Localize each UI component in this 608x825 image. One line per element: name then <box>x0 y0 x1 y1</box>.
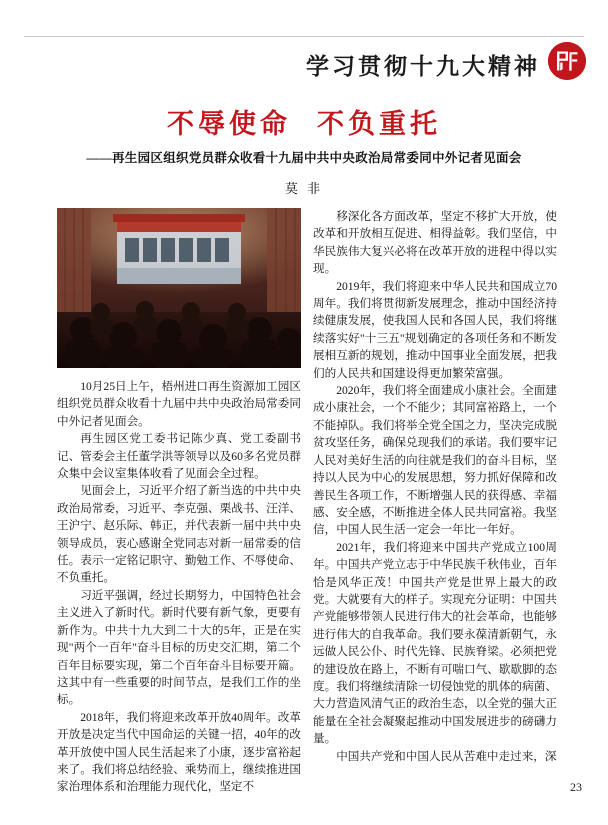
page-header-banner <box>0 0 608 118</box>
article-byline: 莫 非 <box>284 181 324 196</box>
paragraph: 见面会上，习近平介绍了新当选的中共中央政治局常委，习近平、李克强、栗战书、汪洋、王沪宁、赵乐际、韩正，并代表新一届中共中央领导成员，衷心感谢全党同志对新一届常委的信任。表示一定铭记职守、勤勉工作、不辱使命、不负重托。 <box>57 484 301 585</box>
article-photo <box>57 208 301 368</box>
paragraph: 10月25日上午，梧州进口再生资源加工园区组织党员群众收看十九届中共中央政治局常委同中外记者见面会。 <box>57 380 301 428</box>
paragraph: 习近平强调，经过长期努力，中国特色社会主义进入了新时代。新时代要有新气象，更要有新作为。中共十九大到二十大的5年，正是在实现"两个一百年"奋斗目标的历史交汇期，第二个百年目标要实现，第二个百年奋斗目标要开篇。这其中有一些重要的时间节点，是我们工作的坐标。 <box>57 588 301 707</box>
headline-part-2: 不负重托 <box>317 109 441 139</box>
paragraph: 2021年，我们将迎来中国共产党成立100周年。中国共产党立志于中华民族千秋伟业，百年恰是风华正茂！中国共产党是世界上最大的政党。大就要有大的样子。实现充分证明：中国共产党能够带领人民进行伟大的社会革命，也能够进行伟大的自我革命。我们要永葆清新朝气，永远做人民公仆、时代先锋、民族脊梁。必须把党的建设放在路上，不断有可喘口气、歇歇脚的态度。我们将继续清除一切侵蚀党的肌体的病菌、大力营造风清气正的政治生态，以全党的强大正能量在全社会凝聚起推动中国发展进步的磅礴力量。 <box>313 540 557 746</box>
paragraph: 2019年，我们将迎来中华人民共和国成立70周年。我们将贯彻新发展理念，推动中国经济持续健康发展，使我国人民和各国人民，我们将继续落实好"十三五"规划确定的各项任务和不断发展相互新的规划，推动中国事业全面发展，把我们的人民共和国建设得更加繁荣富强。 <box>313 279 557 380</box>
paragraph: 中国共产党和中国人民从苦难中走过来，深 <box>336 749 557 763</box>
paragraph: 2018年，我们将迎来改革开放40周年。改革开放是决定当代中国命运的关键一招，40年的改革开放使中国人民生活起来了小康，逐步富裕起来了。我们将总结经验、乘势而上，继续推进国家治理体系和治理能力现代化，坚定不 <box>57 710 301 794</box>
banner-title: 学习贯彻十九大精神 <box>306 54 540 79</box>
party-emblem-icon <box>548 42 586 80</box>
article-subheadline: ——再生园区组织党员群众收看十九届中共中央政治局常委同中外记者见面会 <box>86 151 522 165</box>
headline-part-1: 不辱使命 <box>167 109 291 139</box>
body-column-left <box>57 378 301 796</box>
header-divider <box>24 36 584 37</box>
paragraph: 移深化各方面改革，坚定不移扩大开放，使改革和开放相互促进、相得益彰。我们坚信，中华民族伟大复兴必将在改革开放的进程中得以实现。 <box>313 210 557 276</box>
article-headline <box>0 102 608 141</box>
body-column-right <box>313 208 557 765</box>
paragraph: 2020年，我们将全面建成小康社会。全面建成小康社会，一个不能少；其同富裕路上，一个不能掉队。我们将举全党全国之力，坚决完成脱贫攻坚任务，确保兑现我们的承诺。我们要牢记人民对美好生活的向往就是我们的奋斗目标，坚持以人民为中心的发展思想，努力抓好保障和改善民生各项工作，不断增强人民的获得感、幸福感、安全感，不断推进全体人民共同富裕。我坚信，中国人民生活一定会一年比一年好。 <box>313 384 557 537</box>
paragraph: 再生园区党工委书记陈少真、党工委副书记、管委会主任董学洪等领导以及60多名党员群众集中会议室集体收看了见面会全过程。 <box>57 432 301 481</box>
page-number: 23 <box>570 780 582 794</box>
